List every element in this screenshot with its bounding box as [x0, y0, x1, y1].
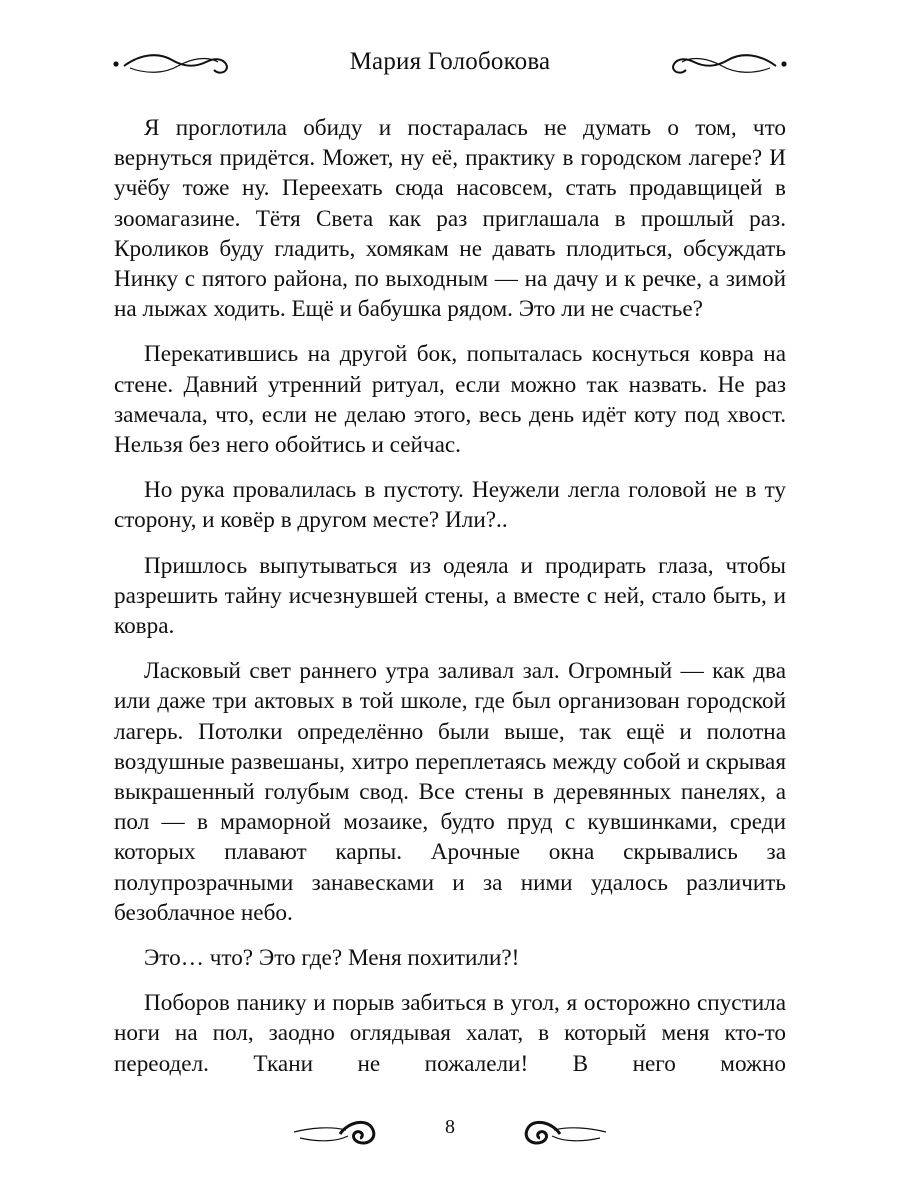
- running-header: [110, 44, 790, 84]
- right-swirl-ornament: [520, 1106, 610, 1152]
- running-footer: [290, 1106, 610, 1152]
- paragraph: Это… что? Это где? Меня похитили?!: [144, 945, 520, 972]
- paragraph: Пришлось выпутываться из одеяла и продирать глаза, чтобы разрешить тайну исчезнувшей стены, а вместе с ней, стало быть, и ковра.: [114, 552, 786, 640]
- right-flourish-ornament: [660, 44, 790, 84]
- paragraph: Но рука провалилась в пустоту. Неужели легла головой не в ту сторону, и ковёр в другом месте? Или?..: [114, 477, 786, 534]
- paragraph: Ласковый свет раннего утра заливал зал. Огромный — как два или даже три актовых в той школе, где был организован городской лагерь. Потолки определённо были выше, так ещё и полотна воздушные развешаны, хитро переплетаясь между собой и скрывая выкрашенный голубым свод. Все стены в деревянных панелях, а пол — в мраморной мозаике, будто пруд с кувшинками, среди которых плавают карпы. Арочные окна скрывались за полупрозрачными занавесками и за ними удалось различить безоблачное небо.: [114, 658, 786, 926]
- paragraph: Поборов панику и порыв забиться в угол, я осторожно спустила ноги на пол, заодно оглядывая халат, в который меня кто-то переодел. Ткани не пожалели! В него можно: [114, 990, 786, 1077]
- page-number: 8: [445, 1116, 455, 1138]
- paragraph: Я проглотила обиду и постаралась не думать о том, что вернуться придётся. Может, ну её, практику в городском лагере? И учёбу тоже ну. Переехать сюда насовсем, стать продавщицей в зоомагазине. Тётя Света как раз приглашала в прошлый раз. Кроликов буду гладить, хомякам не давать плодиться, обсуждать Нинку с пятого района, по выходным — на дачу и к речке, а зимой на лыжах ходить. Ещё и бабушка рядом. Это ли не счастье?: [114, 115, 786, 323]
- author-name: Мария Голобокова: [349, 48, 551, 75]
- paragraph: Перекатившись на другой бок, попыталась коснуться ковра на стене. Давний утренний ритуал, если можно так назвать. Не раз замечала, что, если не делаю этого, весь день идёт коту под хвост. Нельзя без него обойтись и сейчас.: [114, 341, 786, 459]
- body-text: [114, 113, 786, 1079]
